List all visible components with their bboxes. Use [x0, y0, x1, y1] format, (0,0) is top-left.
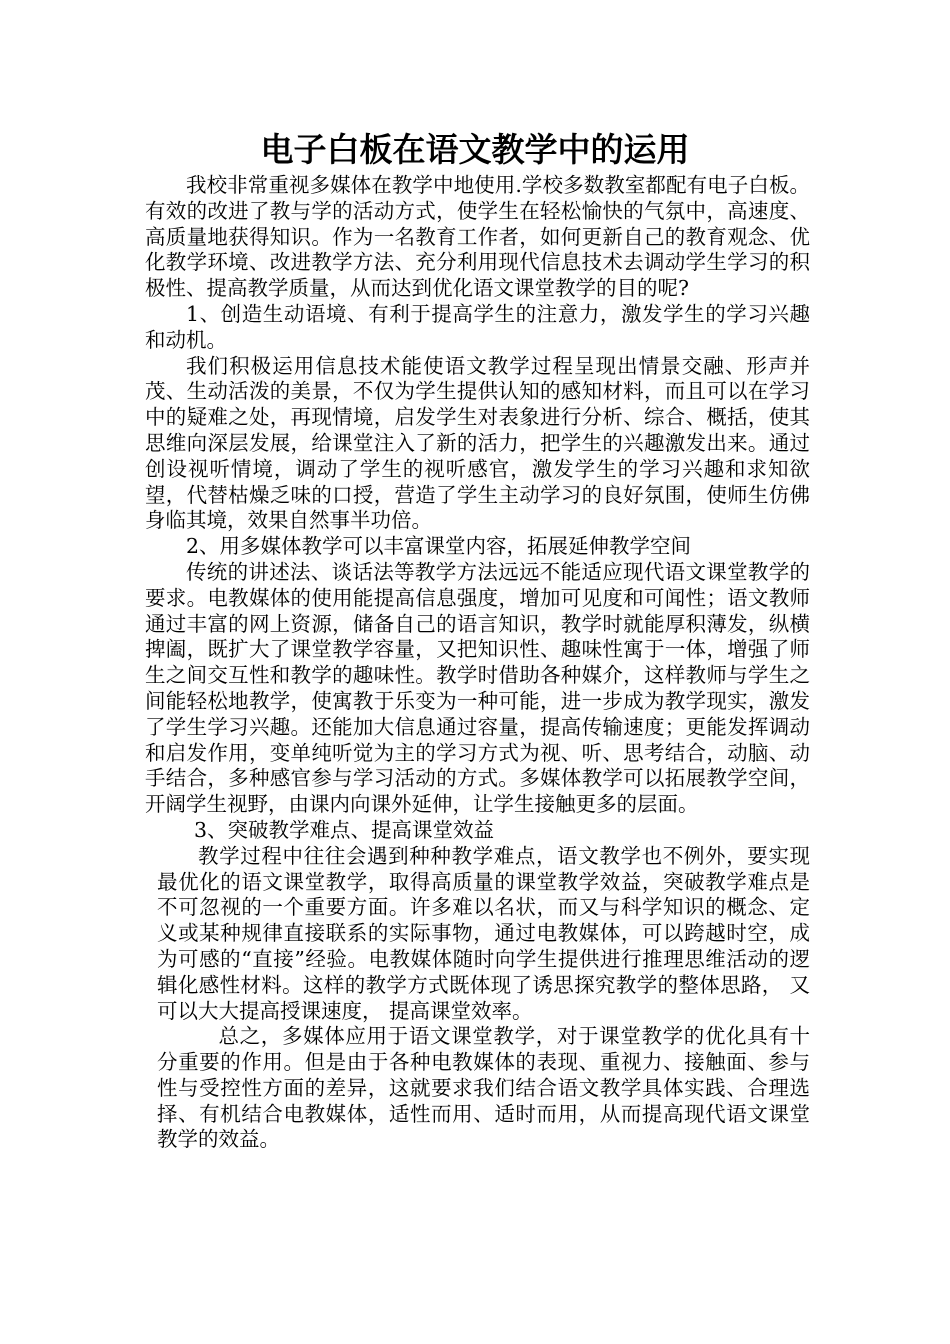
section-heading-2: 2、用多媒体教学可以丰富课堂内容，拓展延伸教学空间 [186, 534, 692, 559]
paragraph-section-3: 教学过程中往往会遇到种种教学难点，语文教学也不例外，要实现最优化的语文课堂教学，取得高质量的课堂教学效益，突破教学难点是不可忽视的一个重要方面。许多难以名状，而又与科学知识的概念、定义或某种规律直接联系的实际事物，通过电教媒体，可以跨越时空，成为可感的“直接”经验。电教媒体随时向学生提供进行推理思维活动的逻辑化感性材料。这样的教学方式既体现了诱思探究教学的整体思路， 又可以大大提高授课速度， 提高课堂效率。 [157, 843, 810, 1023]
document-title: 电子白板在语文教学中的运用 [260, 130, 690, 169]
paragraph-section-2: 传统的讲述法、谈话法等教学方法远远不能适应现代语文课堂教学的要求。电教媒体的使用能提高信息强度，增加可见度和可闻性；语文教师通过丰富的网上资源，储备自己的语言知识，教学时就能厚积薄发，纵横捭阖，既扩大了课堂教学容量，又把知识性、趣味性寓于一体，增强了师生之间交互性和教学的趣味性。教学时借助各种媒介，这样教师与学生之间能轻松地教学，使寓教于乐变为一种可能，进一步成为教学现实，激发了学生学习兴趣。还能加大信息通过容量，提高传输速度；更能发挥调动和启发作用，变单纯听觉为主的学习方式为视、听、思考结合，动脑、动手结合，多种感官参与学习活动的方式。多媒体教学可以拓展教学空间，开阔学生视野，由课内向课外延伸，让学生接触更多的层面。 [145, 559, 810, 817]
section-heading-3: 3、突破教学难点、提高课堂效益 [194, 817, 495, 842]
document-body [145, 173, 810, 1153]
paragraph-conclusion: 总之，多媒体应用于语文课堂教学，对于课堂教学的优化具有十分重要的作用。但是由于各种电教媒体的表现、重视力、接触面、参与性与受控性方面的差异，这就要求我们结合语文教学具体实践、合理选择、有机结合电教媒体，适性而用、适时而用，从而提高现代语文课堂教学的效益。 [157, 1024, 810, 1152]
paragraph-section-1: 我们积极运用信息技术能使语文教学过程呈现出情景交融、形声并茂、生动活泼的美景，不仅为学生提供认知的感知材料，而且可以在学习中的疑难之处，再现情境，启发学生对表象进行分析、综合、概括，使其思维向深层发展，给课堂注入了新的活力，把学生的兴趣激发出来。通过创设视听情境，调动了学生的视听感官，激发学生的学习兴趣和求知欲望，代替枯燥乏味的口授，营造了学生主动学习的良好氛围，使师生仿佛身临其境，效果自然事半功倍。 [145, 353, 810, 533]
section-heading-1: 1、创造生动语境、有利于提高学生的注意力，激发学生的学习兴趣和动机。 [145, 301, 810, 352]
paragraph-intro: 我校非常重视多媒体在教学中地使用.学校多数教室都配有电子白板。有效的改进了教与学的活动方式，使学生在轻松愉快的气氛中，高速度、高质量地获得知识。作为一名教育工作者，如何更新自己的教育观念、优化教学环境、改进教学方法、充分利用现代信息技术去调动学生学习的积极性、提高教学质量，从而达到优化语文课堂教学的目的呢? [145, 173, 810, 301]
